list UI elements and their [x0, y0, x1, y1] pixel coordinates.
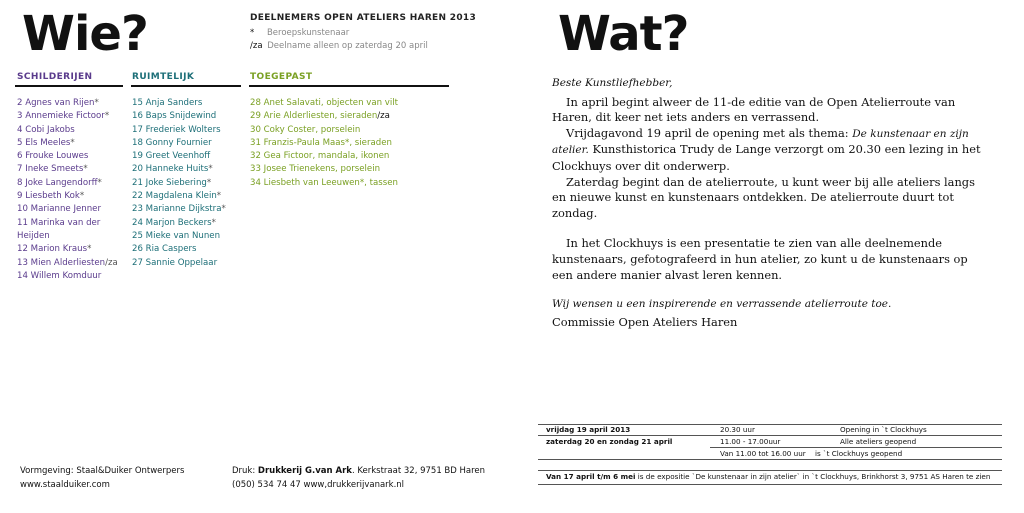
list-item: 27 Sannie Oppelaar	[132, 257, 218, 268]
schedule-time-2: 11.00 - 17.00uur	[720, 437, 781, 446]
expo-note: Van 17 april t/m 6 mei is de expositie `De kunstenaar in zijn atelier` in `t Clockhuys, Brinkhorst 3, 9751 AS Haren te zien	[546, 472, 991, 481]
list-ruimtelijk	[132, 97, 244, 270]
list-item: 8 Joke Langendorff*	[17, 177, 102, 188]
list-item: 34 Liesbeth van Leeuwen*, tassen	[250, 177, 398, 188]
list-item: 12 Marion Kraus*	[17, 244, 92, 255]
list-item: 29 Arie Alderliesten, sieraden/za	[250, 111, 390, 122]
list-item: 14 Willem Komduur	[17, 270, 102, 281]
list-item: 32 Gea Fictoor, mandala, ikonen	[250, 151, 390, 162]
wat-title: Wat?	[558, 6, 689, 62]
schedule-day-1: vrijdag 19 april 2013	[546, 425, 631, 434]
heading-ruimtelijk: RUIMTELIJK	[132, 72, 195, 82]
letter-paragraph-2: Vrijdagavond 19 april de opening met als thema: De kunstenaar en zijn atelier. Kunsthistorica Trudy de Lange verzorgt om 20.30 een lezing in het Clockhuys over dit onderwerp.	[552, 125, 981, 173]
list-item: 18 Gonny Fournier	[132, 137, 212, 148]
za-mark: /za	[250, 41, 263, 51]
legend-saturday-text: Deelname alleen op zaterdag 20 april	[267, 41, 428, 51]
schedule-line-2	[538, 435, 1002, 436]
letter-body	[552, 76, 982, 330]
print-credit-line1: Druk: Drukkerij G.van Ark. Kerkstraat 32, 9751 BD Haren	[232, 466, 486, 476]
design-credit-url: www.staalduiker.com	[20, 480, 110, 490]
participants-header: DEELNEMERS OPEN ATELIERS HAREN 2013	[250, 13, 477, 23]
schedule-line-3	[710, 447, 1002, 448]
expo-bottom-line	[538, 484, 1002, 485]
list-item: 2 Agnes van Rijen*	[17, 98, 99, 108]
list-item: 31 Franzis-Paula Maas*, sieraden	[250, 137, 392, 148]
rule-ruimtelijk	[131, 85, 241, 87]
letter-paragraph-4: In het Clockhuys is een presentatie te zien van alle deelnemende kunstenaars, gefotografeerd in hun atelier, zo kunt u de kunstenaars op een andere manier alvast leren kennen.	[552, 236, 968, 282]
asterisk-mark: *	[250, 28, 255, 38]
list-item: 30 Coky Coster, porselein	[250, 124, 361, 135]
heading-schilderijen: SCHILDERIJEN	[17, 72, 93, 82]
letter-paragraph-3: Zaterdag begint dan de atelierroute, u kunt weer bij alle ateliers langs en nieuwe kunst en kunstenaars ontdekken. De atelierroute duurt tot zondag.	[552, 174, 975, 220]
list-item: 4 Cobi Jakobs	[17, 124, 75, 135]
list-item: 13 Mien Alderliesten/za	[17, 257, 118, 268]
list-item: 28 Anet Salavati, objecten van vilt	[250, 98, 399, 108]
list-item: 21 Joke Siebering*	[132, 177, 212, 188]
letter-paragraph-1: In april begint alweer de 11-de editie van de Open Atelierroute van Haren, dit keer net iets anders en verrassend.	[552, 94, 956, 125]
list-item: 19 Greet Veenhoff	[132, 151, 211, 162]
schedule-time-3: Van 11.00 tot 16.00 uur	[720, 449, 806, 458]
design-credit-line1: Vormgeving: Staal&Duiker Ontwerpers	[20, 466, 185, 476]
legend-professional-text: Beroepskunstenaar	[266, 28, 350, 38]
schedule-event-2: Alle ateliers geopend	[840, 437, 917, 446]
list-item: 20 Hanneke Huits*	[132, 164, 213, 175]
list-item: 26 Ria Caspers	[132, 244, 197, 255]
closing: Wij wensen u een inspirerende en verrassende atelierroute toe.	[552, 298, 892, 311]
list-item: 23 Marianne Dijkstra*	[132, 204, 226, 215]
wie-title: Wie?	[22, 6, 148, 62]
schedule-event-3: is `t Clockhuys geopend	[815, 449, 903, 458]
list-item: 17 Frederiek Wolters	[132, 124, 221, 135]
print-credit	[232, 464, 485, 492]
legend-saturday	[250, 41, 428, 51]
list-item: 7 Ineke Smeets*	[17, 164, 88, 175]
list-item: 3 Annemieke Fictoor*	[17, 111, 110, 122]
list-item: 24 Marjon Beckers*	[132, 217, 216, 228]
schedule-bottom-line	[538, 459, 1002, 460]
print-credit-line2: (050) 534 74 47 www,drukkerijvanark.nl	[232, 480, 405, 490]
list-item: 11 Marinka van der Heijden	[17, 217, 101, 241]
list-item: 22 Magdalena Klein*	[132, 191, 222, 202]
rule-schilderijen	[15, 85, 123, 87]
design-credit	[20, 464, 184, 492]
heading-toegepast: TOEGEPAST	[250, 72, 313, 82]
list-item: 6 Frouke Louwes	[17, 151, 89, 162]
list-toegepast	[250, 97, 450, 190]
signature: Commissie Open Ateliers Haren	[552, 314, 738, 329]
list-item: 16 Baps Snijdewind	[132, 111, 217, 122]
list-item: 10 Marianne Jenner	[17, 204, 101, 215]
salutation: Beste Kunstliefhebber,	[552, 77, 673, 89]
list-schilderijen	[17, 97, 129, 283]
rule-toegepast	[249, 85, 449, 87]
list-item: 9 Liesbeth Kok*	[17, 191, 85, 202]
legend-professional	[250, 28, 349, 38]
schedule-day-2: zaterdag 20 en zondag 21 april	[546, 437, 673, 446]
list-item: 15 Anja Sanders	[132, 98, 203, 108]
schedule-time-1: 20.30 uur	[720, 425, 755, 434]
expo-top-line	[538, 470, 1002, 471]
schedule-event-1: Opening in `t Clockhuys	[840, 425, 927, 434]
list-item: 5 Els Meeles*	[17, 137, 75, 148]
list-item: 25 Mieke van Nunen	[132, 230, 221, 241]
list-item: 33 Josee Trienekens, porselein	[250, 164, 381, 175]
